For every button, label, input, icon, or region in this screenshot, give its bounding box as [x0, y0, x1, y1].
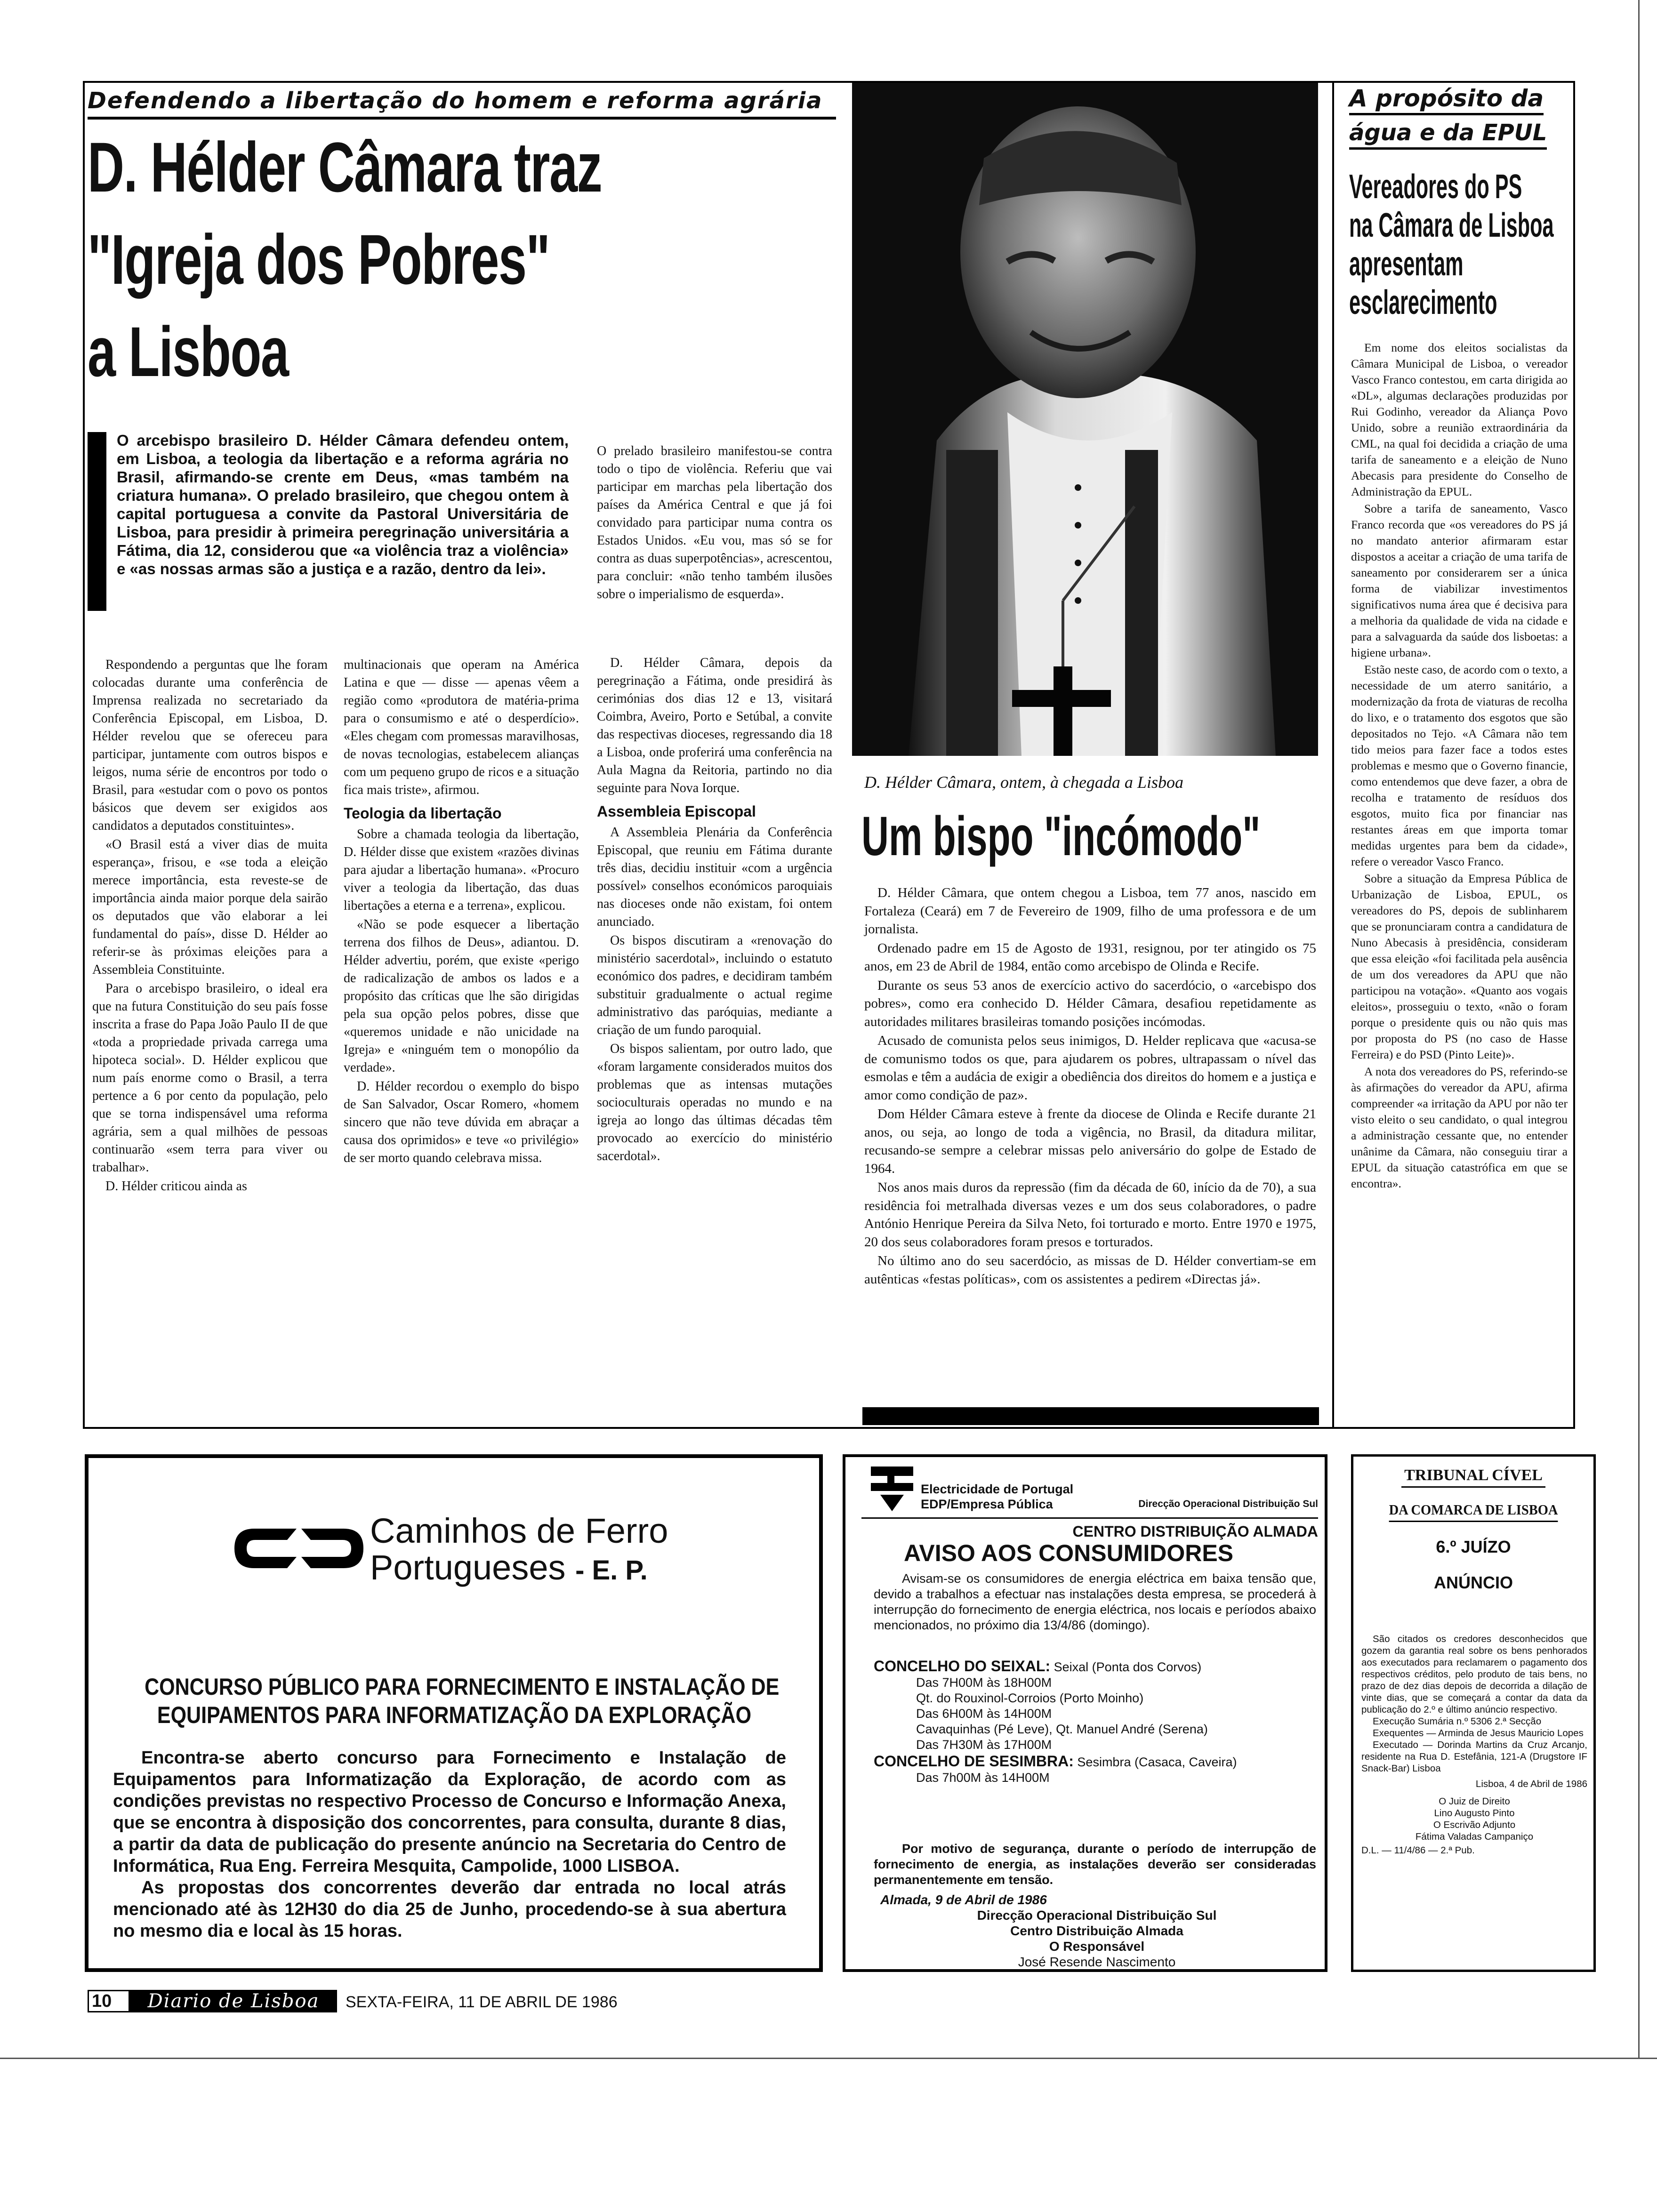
- epul-article: [1351, 340, 1568, 1193]
- edp-sign-3: O Responsável: [1049, 1939, 1145, 1954]
- paragraph: multinacionais que operam na América Latina e que — disse — apenas vêem a região como «produtora de matéria-prima para o consumismo e até o desperdício». «Eles chegam com promessas maravilhosas, de novas tecnologias, estabelecem alianças com um pequeno grupo de ricos e a situação fica mais triste», afirmou.: [344, 657, 579, 797]
- tribunal-sign-2: Lino Augusto Pinto: [1434, 1808, 1515, 1819]
- lead: O arcebispo brasileiro D. Hélder Câmara defendeu ontem, em Lisboa, a teologia da libertação e a reforma agrária no Brasil, afirmando-se crente em Deus, «mas também na criatura humana». O prelado brasileiro, que chegou ontem à capital portuguesa a convite da Pastoral Universitária de Lisboa, para presidir à primeira peregrinação universitária a Fátima, dia 12, considerou que «a violência traz a violência» e «as nossas armas são a justiça e a razão, dentro da lei».: [117, 432, 569, 577]
- cp-company-line-2: [370, 1549, 747, 1589]
- cp-company: [370, 1513, 747, 1589]
- bishop-title-text: Um bispo "incómodo": [861, 805, 1261, 867]
- tribunal-exec: Execução Sumária n.º 5306 2.ª Secção: [1373, 1716, 1542, 1727]
- lead-right: [597, 442, 832, 604]
- footer: [88, 1990, 794, 2013]
- edp-sesimbra-label: CONCELHO DE SESIMBRA:: [874, 1753, 1074, 1770]
- bishop-portrait-illustration: [852, 83, 1318, 756]
- epul-title-line: apresentam: [1349, 245, 1464, 283]
- column-1: [92, 656, 328, 1196]
- paragraph: Sobre a chamada teologia da libertação, D. Hélder disse que existem «razões divinas para ajudar a libertação humana». «Procuro viver a teologia da libertação, das duas libertações a eterna e a terrena», explicou.: [344, 827, 579, 913]
- lead-initial-bar: [88, 432, 106, 611]
- paragraph: Estão neste caso, de acordo com o texto, a necessidade de um aterro sanitário, a modernização da frota de viaturas de recolha do lixo, e o tratamento dos esgotos que são depositados no Tejo. «A Câmara não tem tido meios para fazer face a todos estes problemas e mesmo que o Governo financie, como entendemos que deve fazer, a obra de recolha e tratamento de resíduos dos esgotos, muito fica por financiar nas restantes áreas em que importa tomar medidas urgentes para bem da cidade», refere o vereador Vasco Franco.: [1351, 663, 1568, 868]
- headline-line-1: D. Hélder Câmara traz: [88, 128, 602, 207]
- cp-company-line-1: Caminhos de Ferro: [370, 1511, 668, 1550]
- cp-logo-icon: [226, 1520, 372, 1577]
- article-bottom-bar: [862, 1407, 1319, 1425]
- paragraph: Os bispos salientam, por outro lado, que «foram largamente considerados muitos dos problemas que as intensas mutações socioculturais operadas no mundo e na igreja ao longo das últimas décadas têm provocado ao exercício do ministério sacerdotal».: [597, 1042, 832, 1163]
- paragraph: «O Brasil está a viver dias de muita esperança», frisou, e «se toda a eleição merece importância, esta reveste-se de importância ainda maior porque dela sairão os deputados que vão elaborar a lei fundamental do país», disse D. Hélder ao referir-se às próximas eleições para a Assembleia Constituinte.: [92, 837, 328, 977]
- headline: [88, 128, 850, 391]
- edp-logo-icon: [866, 1462, 918, 1514]
- cp-body: [113, 1747, 786, 1942]
- scan-edge-line: [0, 2058, 1657, 2059]
- edp-seixal-line: Qt. do Rouxinol-Corroios (Porto Moinho): [916, 1691, 1144, 1705]
- tribunal-text: São citados os credores desconhecidos que gozem da garantia real sobre os bens penhorados aos executados para reclamarem o pagamento dos respectivos créditos, pelo produto de tais bens, no prazo de dez dias depois de decorrida a dilação de vinte dias, que se começará a contar da data da publicação do 2.º e último anúncio respectivo.: [1361, 1634, 1587, 1715]
- edp-intro: Avisam-se os consumidores de energia eléctrica em baixa tensão que, devido a trabalhos a efectuar nas instalações desta empresa, se procederá à interrupção do fornecimento de energia eléctrica, nos locais e períodos abaixo mencionados, no próximo dia 13/4/86 (domingo).: [874, 1571, 1316, 1632]
- subheading-assembleia: Assembleia Episcopal: [597, 803, 756, 820]
- edp-seixal-line: Das 7H30M às 17H00M: [916, 1738, 1052, 1752]
- cp-company-name: Portugueses: [370, 1548, 566, 1587]
- paragraph: Respondendo a perguntas que lhe foram colocadas durante uma conferência de Imprensa realizada no secretariado da Conferência Episcopal, em Lisboa, D. Hélder revelou que se ofereceu para participar, juntamente com outros bispos e leigos, numa série de encontros por todo o Brasil, para «estudar com o povo os pontos básicos que devem ser exigidos aos candidatos a deputados constituintes».: [92, 657, 328, 833]
- tribunal-title-1: TRIBUNAL CÍVEL: [1401, 1465, 1545, 1488]
- paragraph: Nos anos mais duros da repressão (fim da década de 60, início da de 70), a sua residência foi metralhada diversas vezes e um dos seus colaboradores, o padre António Henrique Pereira da Silva Neto, foi torturado e morto. Entre 1970 e 1975, 20 dos seus colaboradores foram presos e torturados.: [864, 1180, 1316, 1250]
- tribunal-sign-1: O Juiz de Direito: [1439, 1796, 1510, 1807]
- scan-edge-line: [1638, 0, 1640, 2058]
- paragraph: Dom Hélder Câmara esteve à frente da diocese de Olinda e Recife durante 21 anos, ou seja, ao longo de toda a vigência, no Brasil, da ditadura militar, recusando-se sempre a celebrar missas pelo aniversário do golpe de Estado de 1964.: [864, 1106, 1316, 1176]
- epul-title-line: Vereadores do PS: [1349, 168, 1522, 206]
- epul-kicker: [1349, 84, 1566, 150]
- edp-sesimbra-place: Sesimbra (Casaca, Caveira): [1077, 1755, 1237, 1769]
- bishop-article: [864, 884, 1316, 1289]
- cp-text-1: Encontra-se aberto concurso para Fornecimento e Instalação de Equipamentos para Informatização da Exploração, de acordo com as condições previstas no respectivo Processo de Concurso e Informação Anexa, que se encontra à disposição dos concorrentes, para consulta, durante 8 dias, a partir da data de publicação do presente anúncio na Secretaria do Centro de Informática, Rua Eng. Ferreira Mesquita, Campolide, 1000 LISBOA.: [113, 1748, 786, 1876]
- tribunal-date: Lisboa, 4 de Abril de 1986: [1475, 1779, 1587, 1789]
- edp-date: Almada, 9 de Abril de 1986: [880, 1892, 1047, 1907]
- paragraph: Em nome dos eleitos socialistas da Câmara Municipal de Lisboa, o vereador Vasco Franco contestou, em carta dirigida ao «DL», algumas declarações produzidas por Rui Godinho, vereador da Aliança Povo Unido, sobre a reunião extraordinária da CML, na qual foi decidida a criação de uma tarifa de saneamento e a eleição de Nuno Abecasis para presidente do Conselho de Administração da EPUL.: [1351, 341, 1568, 498]
- tribunal-sign-3: O Escrivão Adjunto: [1433, 1819, 1516, 1830]
- right-column-divider: [1332, 81, 1334, 1429]
- cp-company-suffix: - E. P.: [575, 1555, 648, 1586]
- epul-title-line: na Câmara de Lisboa: [1349, 207, 1554, 244]
- cp-title: [94, 1673, 814, 1729]
- paragraph: A nota dos vereadores do PS, referindo-se às afirmações do vereador da APU, afirma compreender «a irritação da APU por não ter visto eleito o seu candidato, o qual integrou a administração cessante que, no entender unânime da Câmara, não conseguiu tirar a EPUL da situação catastrófica em que se encontra».: [1351, 1065, 1568, 1190]
- edp-org-line-2: EDP/Empresa Pública: [921, 1497, 1053, 1511]
- bishop-title: [861, 806, 1313, 876]
- tribunal-anuncio: ANÚNCIO: [1434, 1573, 1513, 1592]
- edp-seixal-line: Das 7H00M às 18H00M: [916, 1675, 1052, 1690]
- paragraph: «Não se pode esquecer a libertação terrena dos filhos de Deus», adiantou. D. Hélder advertiu, porém, que existe «perigo de radicalização de ambos os lados e a propósito das críticas que lhe são dirigidas pela sua opção pelos pobres, disse que «queremos unidade e não unicidade na Igreja» e «ninguém tem o monopólio da verdade».: [344, 917, 579, 1075]
- tribunal-sign-4: Fátima Valadas Campaniço: [1415, 1831, 1534, 1842]
- edp-sesimbra-line: Das 7h00M às 14H00M: [916, 1771, 1050, 1785]
- edp-seixal-place: Seixal (Ponta dos Corvos): [1054, 1660, 1202, 1674]
- edp-seixal-line: Cavaquinhas (Pé Leve), Qt. Manuel André (Serena): [916, 1722, 1208, 1736]
- tribunal-executado: Executado — Dorinda Martins da Cruz Arcanjo, residente na Rua D. Estefânia, 121-A (Drugstore IF Snack-Bar) Lisboa: [1361, 1739, 1587, 1774]
- edp-sesimbra-header: [874, 1754, 1316, 1770]
- photo-caption: D. Hélder Câmara, ontem, à chegada a Lisboa: [864, 773, 1183, 792]
- edp-signature: [876, 1892, 1318, 1970]
- edp-direction: Direcção Operacional Distribuição Sul: [1138, 1499, 1318, 1509]
- paragraph: Sobre a tarifa de saneamento, Vasco Franco recorda que «os vereadores do PS já no mandato anterior afirmaram estar dispostos a aceitar a criação de uma tarifa de saneamento por considerarem ser a única forma de viabilizar investimentos significativos numa área que é decisiva para a melhoria da qualidade de vida na cidade e para a salvaguarda da saúde dos lisboetas: a higiene urbana».: [1351, 502, 1568, 659]
- lead-right-text: O prelado brasileiro manifestou-se contra todo o tipo de violência. Referiu que vai participar em marchas pela libertação dos países da América Central e que já foi convidado para participar numa contra os Estados Unidos. «Eu vou, mas só se for contra as duas superpotências», acrescentou, para concluir: «não tenho também ilusões sobre o imperialismo de esquerda».: [597, 444, 832, 601]
- edp-centre: CENTRO DISTRIBUIÇÃO ALMADA: [1072, 1523, 1318, 1540]
- tribunal-signatures: [1361, 1795, 1587, 1843]
- paragraph: D. Hélder recordou o exemplo do bispo de San Salvador, Oscar Romero, «homem sincero que não teve dúvida em abraçar a causa dos oprimidos» e teve «o privilégio» de ser morto quando celebrava missa.: [344, 1079, 579, 1165]
- cp-text-2: As propostas dos concorrentes deverão dar entrada no local atrás mencionado até às 12H30 do dia 25 de Junho, procedendo-se à sua abertura no mesmo dia e local às 15 horas.: [113, 1878, 786, 1941]
- edp-seixal-line: Das 6H00M às 14H00M: [916, 1707, 1052, 1721]
- tribunal-body: [1361, 1633, 1587, 1856]
- epul-title: [1349, 168, 1566, 322]
- edp-seixal-header: [874, 1659, 1316, 1675]
- cp-title-line-2: EQUIPAMENTOS PARA INFORMATIZAÇÃO DA EXPLORAÇÃO: [157, 1702, 752, 1728]
- edp-sign-2: Centro Distribuição Almada: [1010, 1923, 1183, 1938]
- tribunal-exequentes: Exequentes — Arminda de Jesus Mauricio Lopes: [1373, 1728, 1584, 1739]
- headline-line-3: a Lisboa: [88, 312, 289, 391]
- paragraph: Acusado de comunista pelos seus inimigos, D. Helder replicava que «acusa-se de comunismo todos os que, para ajudarem os pobres, ultrapassam o nível das esmolas e têm a audácia de exigir a obediência dos direitos do homem e a justiça e amor como condição de paz».: [864, 1033, 1316, 1103]
- kicker-text: Defendendo a libertação do homem e reforma agrária: [88, 88, 823, 114]
- cp-logo: [226, 1520, 372, 1577]
- headline-line-2: "Igreja dos Pobres": [88, 220, 550, 299]
- edp-sign-1: Direcção Operacional Distribuição Sul: [977, 1908, 1217, 1923]
- tribunal-ref: D.L. — 11/4/86 — 2.ª Pub.: [1361, 1845, 1475, 1856]
- paragraph: Sobre a situação da Empresa Pública de Urbanização de Lisboa, EPUL, os vereadores do PS, depois de sublinharem que se pronunciaram contra a candidatura de Nuno Abecasis à presidência, consideram que essa eleição «foi facilitada pela ausência de um dos vereadores da APU que não participou na votação». «Quanto aos vogais eleitos», prosseguiu o texto, «não o foram porque o presidente quis ou não quis mas por proposta do PS (no caso de Hasse Ferreira) e do PSD (Pinto Leite)».: [1351, 872, 1568, 1061]
- paragraph: Os bispos discutiram a «renovação do ministério sacerdotal», incluindo o estatuto económico dos padres, e decidiram também substituir gradualmente o actual regime administrativo das paróquias, mediante a criação de um fundo paroquial.: [597, 933, 832, 1037]
- tribunal-header: [1356, 1465, 1591, 1594]
- tribunal-juizo: 6.º JUÍZO: [1436, 1537, 1511, 1556]
- column-2: [344, 656, 579, 1168]
- kicker: [88, 88, 836, 120]
- epul-title-line: esclarecimento: [1349, 284, 1497, 321]
- epul-kicker-line-1: A propósito da: [1349, 84, 1544, 115]
- edp-sign-4: José Resende Nascimento: [1018, 1955, 1176, 1969]
- footer-paper-name: Diario de Lisboa: [130, 1990, 337, 2012]
- paragraph: A Assembleia Plenária da Conferência Episcopal, que reuniu em Fátima durante três dias, decidiu instituir «com a urgência possível» conselhos económicos paroquiais nas dioceses onde não existam, foi ontem anunciado.: [597, 825, 832, 929]
- bishop-photo: [852, 83, 1318, 756]
- paragraph: Para o arcebispo brasileiro, o ideal era que na futura Constituição do seu país fosse inscrita a frase do Papa João Paulo II de que «toda a propriedade privada carrega uma hipoteca social». D. Hélder explicou que num país enorme como o Brasil, a terra pertence a 6 por cento da população, pelo que se torna indispensável uma reforma agrária, sem a qual milhões de pessoas continuarão «sem terra para viver ou trabalhar».: [92, 981, 328, 1175]
- edp-seixal-label: CONCELHO DO SEIXAL:: [874, 1658, 1051, 1675]
- tribunal-title-2: DA COMARCA DE LISBOA: [1389, 1499, 1558, 1522]
- paragraph: No último ano do seu sacerdócio, as missas de D. Hélder convertiam-se em autênticas «festas políticas», com os assistentes a pedirem «Directas já».: [864, 1253, 1316, 1287]
- paragraph: Durante os seus 53 anos de exercício activo do sacerdócio, o «arcebispo dos pobres», como era conhecido D. Hélder Câmara, desafiou repetidamente as autoridades militares brasileiras tomando posições incómodas.: [864, 978, 1316, 1029]
- edp-org-line-1: Electricidade de Portugal: [921, 1482, 1074, 1496]
- cp-title-line-1: CONCURSO PÚBLICO PARA FORNECIMENTO E INSTALAÇÃO DE: [145, 1674, 780, 1700]
- edp-logo: [866, 1462, 918, 1514]
- edp-top-rule: [861, 1517, 1318, 1519]
- edp-safety: Por motivo de segurança, durante o período de interrupção de fornecimento de energia, as instalações deverão ser consideradas permanentemente em tensão.: [874, 1842, 1316, 1887]
- edp-title: AVISO AOS CONSUMIDORES: [903, 1540, 1234, 1566]
- paragraph: Ordenado padre em 15 de Agosto de 1931, resignou, por ter atingido os 75 anos, em 23 de Abril de 1984, então como arcebispo de Olinda e Recife.: [864, 940, 1316, 974]
- paragraph: D. Hélder Câmara, depois da peregrinação a Fátima, onde presidirá às cerimónias dos dias 12 e 13, visitará Coimbra, Aveiro, Porto e Setúbal, a convite das respectivas dioceses, regressando dia 18 a Lisboa, onde proferirá uma conferência na Aula Magna da Reitoria, partindo no dia seguinte para Nova Iorque.: [597, 656, 832, 795]
- footer-date: SEXTA-FEIRA, 11 DE ABRIL DE 1986: [346, 1993, 618, 2011]
- footer-page-number: 10: [88, 1990, 130, 2012]
- column-3: [597, 654, 832, 1166]
- edp-seixal: [874, 1659, 1316, 1786]
- paragraph: D. Hélder Câmara, que ontem chegou a Lisboa, tem 77 anos, nascido em Fortaleza (Ceará) em 7 de Fevereiro de 1909, filho de uma professora e de um jornalista.: [864, 885, 1316, 937]
- paragraph: D. Hélder criticou ainda as: [105, 1179, 247, 1194]
- epul-kicker-line-2: água e da EPUL: [1349, 118, 1547, 150]
- subheading-teologia: Teologia da libertação: [344, 805, 502, 822]
